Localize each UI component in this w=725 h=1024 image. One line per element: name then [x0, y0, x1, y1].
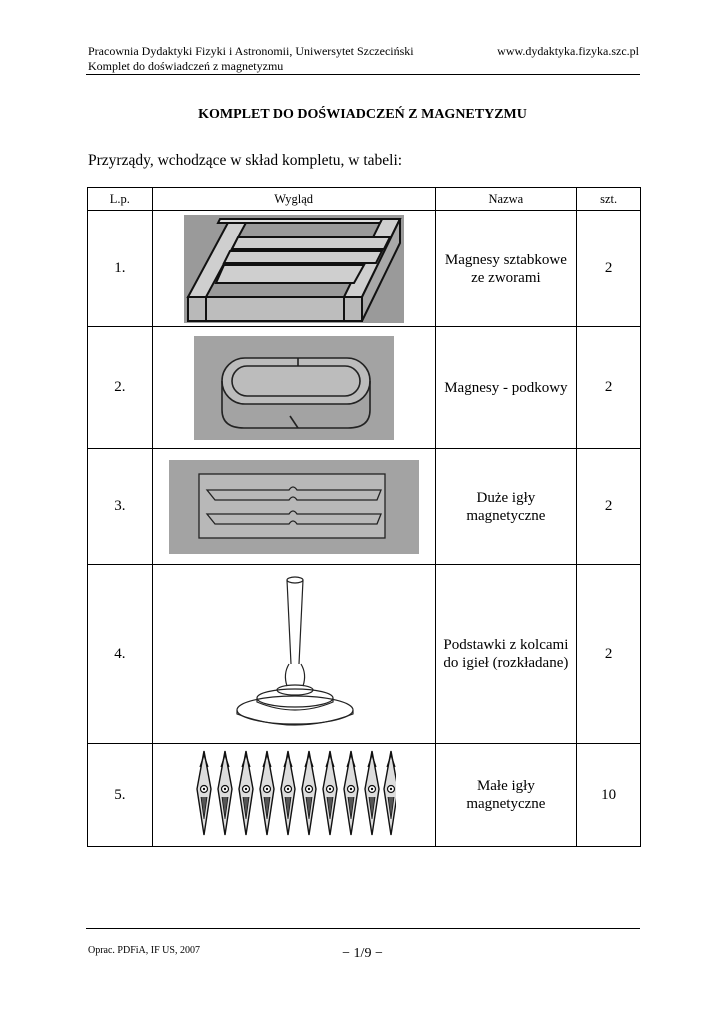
- header-divider: [86, 74, 640, 75]
- item-name-line2: ze zworami: [471, 269, 541, 286]
- column-header-name: Nazwa: [435, 188, 577, 211]
- table-header-row: [88, 188, 641, 211]
- column-header-quantity: szt.: [577, 188, 641, 211]
- table-row: [88, 449, 641, 565]
- item-name: [435, 327, 577, 449]
- page-number: − 1/9 −: [342, 946, 383, 961]
- item-name: [435, 449, 577, 565]
- item-quantity: 2: [577, 565, 641, 744]
- pivot-stand-icon: [229, 574, 359, 734]
- item-name: [435, 565, 577, 744]
- item-name-line1: Duże igły: [476, 489, 536, 506]
- intro-text: Przyrządy, wchodzące w skład kompletu, w tabeli:: [88, 152, 403, 169]
- item-quantity: 2: [577, 211, 641, 327]
- item-quantity: 2: [577, 327, 641, 449]
- table-row: [88, 211, 641, 327]
- item-name-line1: Podstawki z kolcami: [443, 637, 569, 653]
- item-quantity: 10: [577, 744, 641, 847]
- table-row: [88, 744, 641, 847]
- item-name-line1: Magnesy sztabkowe: [444, 251, 567, 268]
- row-number: 3.: [88, 449, 153, 565]
- row-number: 4.: [88, 565, 153, 744]
- item-name: [435, 211, 577, 327]
- item-name-line2: magnetyczne: [466, 507, 546, 524]
- header-url: www.dydaktyka.fizyka.szc.pl: [497, 44, 639, 58]
- appearance-cell: [152, 327, 435, 449]
- item-name-line2: do igieł (rozkładane): [443, 655, 569, 671]
- header-subtitle: Komplet do doświadczeń z magnetyzmu: [88, 59, 284, 73]
- horseshoe-magnets-icon: [194, 336, 394, 440]
- item-name-line2: magnetyczne: [466, 796, 546, 812]
- row-number: 2.: [88, 327, 153, 449]
- appearance-cell: [152, 565, 435, 744]
- item-name-line1: Małe igły: [476, 778, 535, 794]
- item-name-line1: Magnesy - podkowy: [444, 379, 568, 396]
- column-header-lp: L.p.: [88, 188, 153, 211]
- item-name: [435, 744, 577, 847]
- appearance-cell: [152, 211, 435, 327]
- footer-divider: [86, 928, 640, 929]
- page-title: KOMPLET DO DOŚWIADCZEŃ Z MAGNETYZMU: [198, 107, 527, 122]
- page-header-left: [88, 44, 414, 74]
- footer-credit: Oprac. PDFiA, IF US, 2007: [88, 945, 200, 956]
- header-institution: Pracownia Dydaktyki Fizyki i Astronomii, Uniwersytet Szczeciński: [88, 44, 414, 58]
- large-needles-icon: [169, 460, 419, 554]
- appearance-cell: [152, 744, 435, 847]
- table-row: [88, 327, 641, 449]
- appearance-cell: [152, 449, 435, 565]
- row-number: 5.: [88, 744, 153, 847]
- table-row: [88, 565, 641, 744]
- small-needles-icon: [192, 749, 396, 841]
- equipment-table: [87, 187, 641, 847]
- row-number: 1.: [88, 211, 153, 327]
- item-quantity: 2: [577, 449, 641, 565]
- column-header-appearance: Wygląd: [152, 188, 435, 211]
- bar-magnets-icon: [184, 215, 404, 323]
